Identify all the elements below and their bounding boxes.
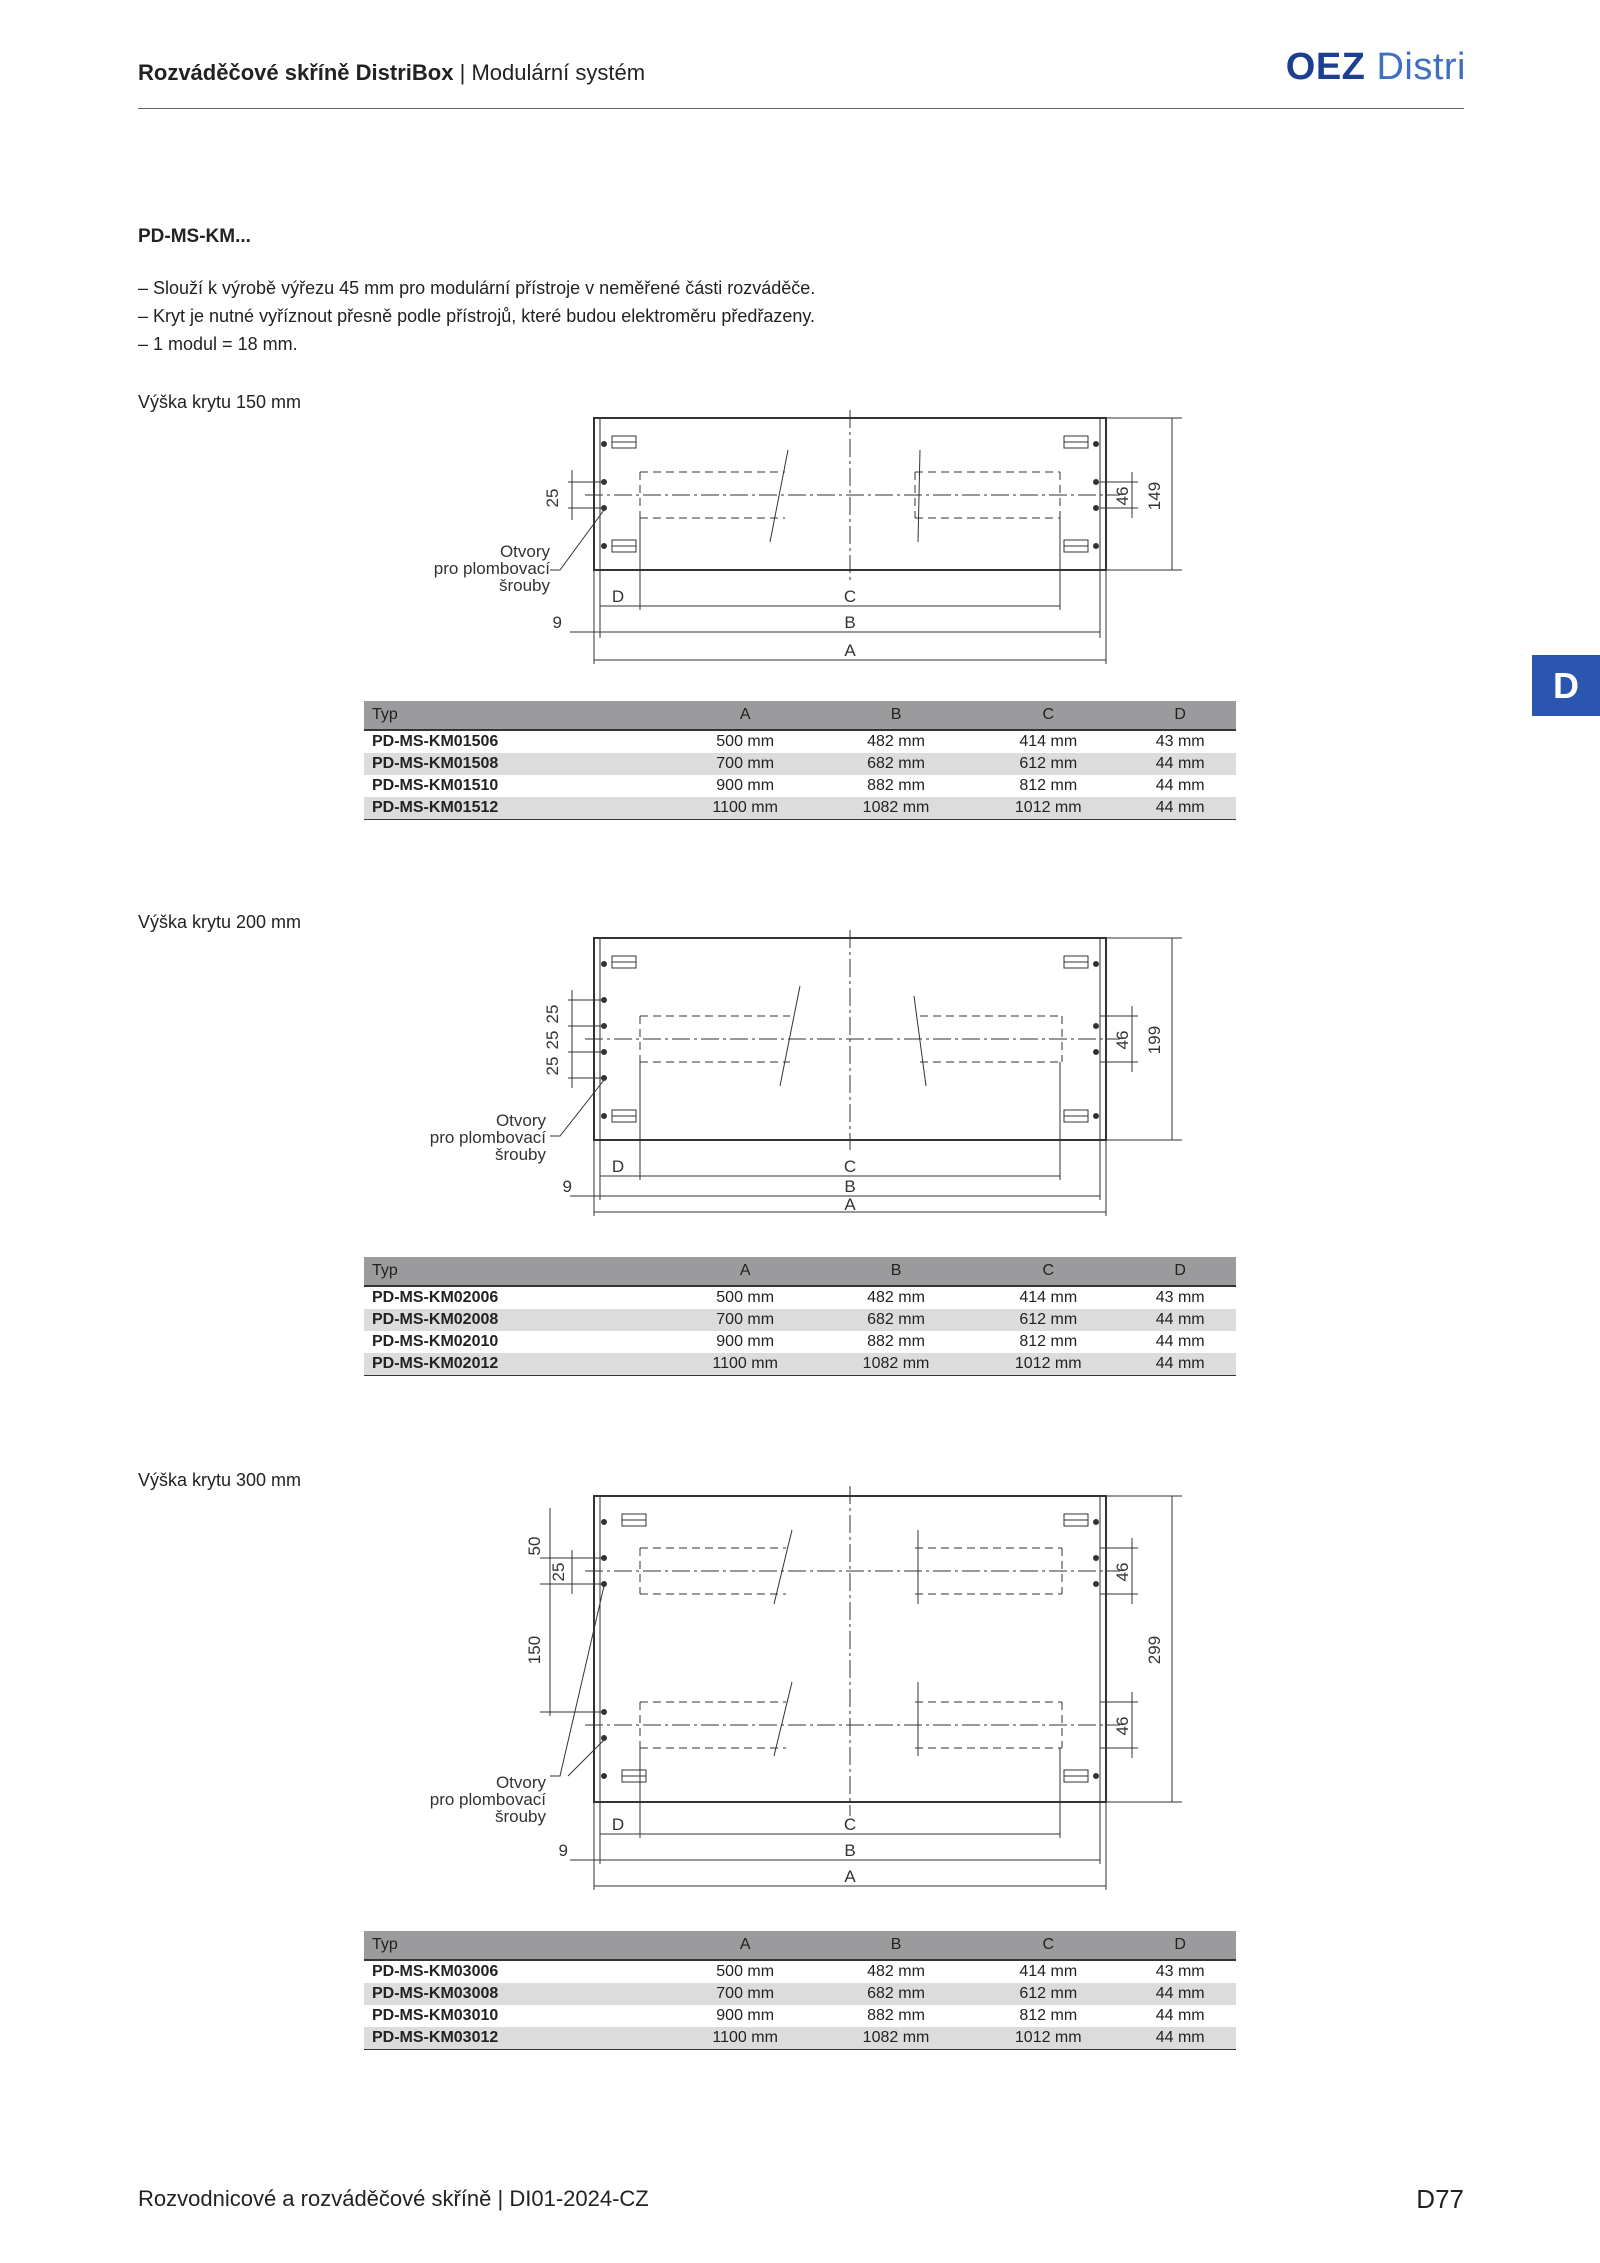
table-row <box>364 1983 1236 2005</box>
table-row <box>364 1331 1236 1353</box>
dim-label-c: C <box>843 1157 857 1176</box>
table-row <box>364 2005 1236 2027</box>
cell-c: 1012 mm <box>972 797 1124 820</box>
cell-typ: PD-MS-KM01510 <box>372 777 499 794</box>
table-row <box>364 797 1236 820</box>
logo-oez: OEZ <box>1285 46 1366 88</box>
bullet-item: – Slouží k výrobě výřezu 45 mm pro modulární přístroje v neměřené části rozváděče. <box>138 278 816 298</box>
drawing-svg-200 <box>400 930 1200 1220</box>
dim-left-25: 25 <box>543 488 562 508</box>
col-typ: Typ <box>364 1931 670 1960</box>
dim-label-b: B <box>844 613 856 632</box>
cell-b: 682 mm <box>820 753 972 775</box>
dim-left-25: 25 <box>543 1056 562 1076</box>
col-d: D <box>1124 1257 1236 1286</box>
dimension-drawing-300 <box>400 1486 1200 1896</box>
table-row <box>364 753 1236 775</box>
page-number: D77 <box>1416 2184 1464 2214</box>
dim-label-d: D <box>611 1815 625 1834</box>
product-code: PD-MS-KM... <box>138 226 251 247</box>
dim-label-d: D <box>611 587 625 606</box>
cell-b: 1082 mm <box>820 1353 972 1376</box>
hole-label-line2: pro plombovací <box>433 559 550 578</box>
dim-label-9: 9 <box>562 1177 572 1196</box>
oez-distri-logo <box>1286 46 1466 89</box>
cell-a: 1100 mm <box>670 797 820 820</box>
cell-d: 44 mm <box>1155 2007 1205 2024</box>
footer-catalog-title: Rozvodnicové a rozváděčové skříně | DI01-2024-CZ <box>138 2186 649 2211</box>
bullet-item: – 1 modul = 18 mm. <box>138 334 298 354</box>
dim-left-25: 25 <box>543 1030 562 1050</box>
hole-label-line1: Otvory <box>499 542 550 561</box>
hole-label-line3: šrouby <box>494 1145 546 1164</box>
dim-left-50: 50 <box>525 1536 544 1556</box>
cell-c: 1012 mm <box>972 1353 1124 1376</box>
cell-b: 482 mm <box>867 733 925 750</box>
cell-c: 414 mm <box>1019 1963 1078 1980</box>
cell-typ: PD-MS-KM01508 <box>364 753 670 775</box>
cell-d: 44 mm <box>1124 1353 1236 1376</box>
cell-a: 500 mm <box>716 1289 775 1306</box>
dim-label-b: B <box>844 1841 856 1860</box>
cell-d: 43 mm <box>1155 1963 1205 1980</box>
cell-b: 1082 mm <box>820 797 972 820</box>
cell-a: 700 mm <box>670 1309 820 1331</box>
col-b: B <box>820 1931 972 1960</box>
dimension-drawing-200 <box>400 930 1200 1220</box>
cell-c: 812 mm <box>1019 777 1078 794</box>
header-divider <box>138 108 1464 109</box>
cell-b: 882 mm <box>867 1333 925 1350</box>
cell-a: 700 mm <box>670 1983 820 2005</box>
table-row <box>364 730 1236 753</box>
col-typ: Typ <box>364 1257 670 1286</box>
hole-label-line2: pro plombovací <box>429 1790 546 1809</box>
cell-d: 44 mm <box>1124 1309 1236 1331</box>
cell-c: 414 mm <box>1019 1289 1078 1306</box>
hole-label-line3: šrouby <box>498 576 550 595</box>
cell-a: 900 mm <box>716 2007 775 2024</box>
section-label-200: Výška krytu 200 mm <box>138 912 302 932</box>
dim-label-a: A <box>844 641 856 660</box>
cell-d: 44 mm <box>1124 797 1236 820</box>
dim-right-height: 299 <box>1145 1635 1164 1665</box>
cell-typ: PD-MS-KM03010 <box>372 2007 499 2024</box>
bullet-item: – Kryt je nutné vyříznout přesně podle přístrojů, které budou elektroměru předřazeny. <box>138 306 816 326</box>
col-c: C <box>972 701 1124 730</box>
dim-right-height: 149 <box>1145 481 1164 511</box>
cell-d: 44 mm <box>1124 1983 1236 2005</box>
spec-table-300 <box>364 1931 1236 2050</box>
table-row <box>364 1286 1236 1309</box>
dim-right-46: 46 <box>1113 1562 1132 1582</box>
dim-label-c: C <box>843 587 857 606</box>
drawing-svg-150 <box>400 410 1200 670</box>
col-d: D <box>1124 701 1236 730</box>
cell-c: 612 mm <box>972 1309 1124 1331</box>
dim-label-9: 9 <box>558 1841 568 1860</box>
cell-typ: PD-MS-KM02006 <box>372 1289 499 1306</box>
table-header-row <box>364 1257 1236 1286</box>
col-c: C <box>972 1931 1124 1960</box>
hole-label-line3: šrouby <box>494 1807 546 1826</box>
cell-c: 612 mm <box>972 753 1124 775</box>
dim-right-46: 46 <box>1113 486 1132 506</box>
dim-label-b: B <box>844 1177 856 1196</box>
dim-left-150: 150 <box>525 1635 544 1665</box>
drawing-svg-300 <box>400 1486 1200 1896</box>
hole-label-line1: Otvory <box>495 1773 546 1792</box>
table-row <box>364 1309 1236 1331</box>
cell-d: 43 mm <box>1155 1289 1205 1306</box>
cell-typ: PD-MS-KM03006 <box>372 1963 499 1980</box>
dim-left-25: 25 <box>549 1562 568 1582</box>
col-typ: Typ <box>364 701 670 730</box>
cell-b: 682 mm <box>820 1309 972 1331</box>
cell-typ: PD-MS-KM03012 <box>364 2027 670 2050</box>
table-header-row <box>364 1931 1236 1960</box>
col-b: B <box>820 1257 972 1286</box>
cell-b: 482 mm <box>867 1963 925 1980</box>
section-label-300: Výška krytu 300 mm <box>138 1470 302 1490</box>
dim-label-c: C <box>843 1815 857 1834</box>
cell-d: 44 mm <box>1124 753 1236 775</box>
cell-b: 882 mm <box>867 777 925 794</box>
table-header-row <box>364 701 1236 730</box>
cell-typ: PD-MS-KM01506 <box>372 733 499 750</box>
cell-b: 1082 mm <box>820 2027 972 2050</box>
cell-c: 1012 mm <box>972 2027 1124 2050</box>
col-a: A <box>670 1257 820 1286</box>
cell-c: 612 mm <box>972 1983 1124 2005</box>
dim-right-46-lower: 46 <box>1113 1716 1132 1736</box>
table-row <box>364 1353 1236 1376</box>
col-d: D <box>1124 1931 1236 1960</box>
cell-typ: PD-MS-KM02010 <box>372 1333 499 1350</box>
dim-right-46: 46 <box>1113 1030 1132 1050</box>
cell-d: 43 mm <box>1155 733 1205 750</box>
cell-a: 900 mm <box>716 1333 775 1350</box>
col-b: B <box>820 701 972 730</box>
cell-d: 44 mm <box>1155 1333 1205 1350</box>
cell-typ: PD-MS-KM01512 <box>364 797 670 820</box>
cell-a: 700 mm <box>670 753 820 775</box>
cell-d: 44 mm <box>1155 777 1205 794</box>
table-row <box>364 1960 1236 1983</box>
section-label-150: Výška krytu 150 mm <box>138 392 302 412</box>
dim-left-25: 25 <box>543 1004 562 1024</box>
spec-table-200 <box>364 1257 1236 1376</box>
hole-label-line2: pro plombovací <box>429 1128 546 1147</box>
cell-b: 682 mm <box>820 1983 972 2005</box>
cell-a: 1100 mm <box>670 2027 820 2050</box>
table-row <box>364 775 1236 797</box>
hole-label-line1: Otvory <box>495 1111 546 1130</box>
header-title <box>138 60 645 86</box>
cell-typ: PD-MS-KM02008 <box>364 1309 670 1331</box>
cell-c: 812 mm <box>1019 1333 1078 1350</box>
dim-right-height: 199 <box>1145 1025 1164 1055</box>
cell-b: 482 mm <box>867 1289 925 1306</box>
table-row <box>364 2027 1236 2050</box>
header-title-bold: Rozváděčové skříně DistriBox <box>138 60 454 85</box>
dim-label-9: 9 <box>552 613 562 632</box>
cell-typ: PD-MS-KM02012 <box>364 1353 670 1376</box>
col-a: A <box>670 1931 820 1960</box>
dim-label-a: A <box>844 1867 856 1886</box>
dim-label-d: D <box>611 1157 625 1176</box>
col-a: A <box>670 701 820 730</box>
cell-a: 500 mm <box>716 1963 775 1980</box>
header-separator: | <box>459 60 466 85</box>
dimension-drawing-150 <box>400 410 1200 670</box>
cell-d: 44 mm <box>1124 2027 1236 2050</box>
col-c: C <box>972 1257 1124 1286</box>
cell-c: 414 mm <box>1019 733 1078 750</box>
cell-a: 500 mm <box>716 733 775 750</box>
cell-a: 1100 mm <box>670 1353 820 1376</box>
spec-table-150 <box>364 701 1236 820</box>
logo-distri: Distri <box>1376 46 1466 88</box>
product-description <box>138 274 815 358</box>
section-tab[interactable]: D <box>1532 655 1600 716</box>
dim-label-a: A <box>844 1195 856 1214</box>
cell-a: 900 mm <box>716 777 775 794</box>
cell-typ: PD-MS-KM03008 <box>364 1983 670 2005</box>
cell-c: 812 mm <box>1019 2007 1078 2024</box>
cell-b: 882 mm <box>867 2007 925 2024</box>
header-title-rest: Modulární systém <box>471 60 646 85</box>
